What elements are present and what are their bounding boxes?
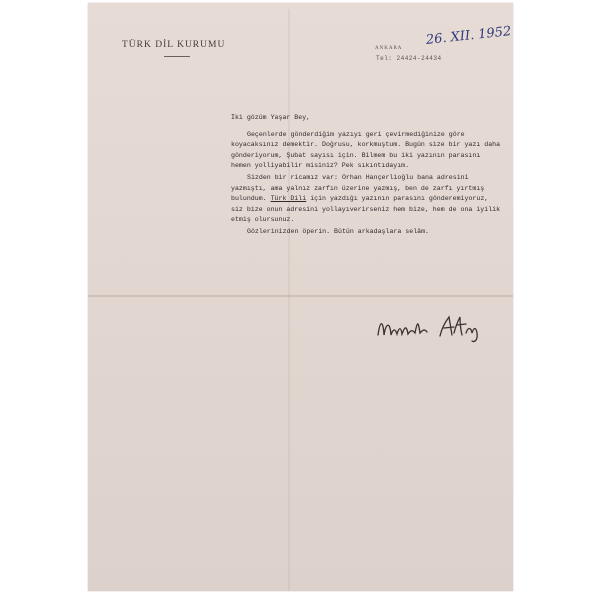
letterhead-rule: [164, 56, 190, 57]
signature-image: [374, 309, 504, 345]
paragraph-2-part-3: için yazdığı yazının parasını gönderemiyoruz, siz bize onun adresini yollayıverirseniz hem bize, hem de ona iyilik etmiş olursunuz.: [231, 195, 501, 224]
paragraph-2: [231, 173, 501, 226]
letterhead-phone: Tel: 24424-24434: [376, 55, 442, 62]
letterhead-title: TÜRK DİL KURUMU: [122, 40, 226, 50]
letter-sheet: [88, 3, 513, 591]
letterhead-city: ANKARA: [375, 46, 403, 51]
letter-body: [231, 113, 501, 239]
closing: Gözlerinizden öperin. Bütün arkadaşlara selâm.: [247, 227, 430, 235]
paragraph-2-part-1: Sizden bir ricamız var: Orhan Hançerlioğlu bana adresini yazmıştı, ama yalnız zarfın üzerine yazmış, ben de zarfı yırtmış bulundum.: [231, 173, 485, 203]
paragraph-1: Geçenlerde gönderdiğim yazıyı geri çevirmediğinize göre koyacaksınız demektir. Doğrusu, korkmuştum. Bugün size bir yazı daha gönderiyorum, Şubat sayısı için. Bilmem bu iki yazının parasını hemen yolliyabilir misiniz? Pek sıkıntıdayım.: [231, 130, 501, 170]
salutation: İki gözüm Yaşar Bey,: [231, 114, 311, 121]
paper-fold: [88, 295, 513, 297]
journal-name: Türk Dili: [270, 195, 307, 203]
paper-fold: [288, 9, 290, 591]
handwritten-date: 26. XII. 1952: [425, 24, 513, 48]
